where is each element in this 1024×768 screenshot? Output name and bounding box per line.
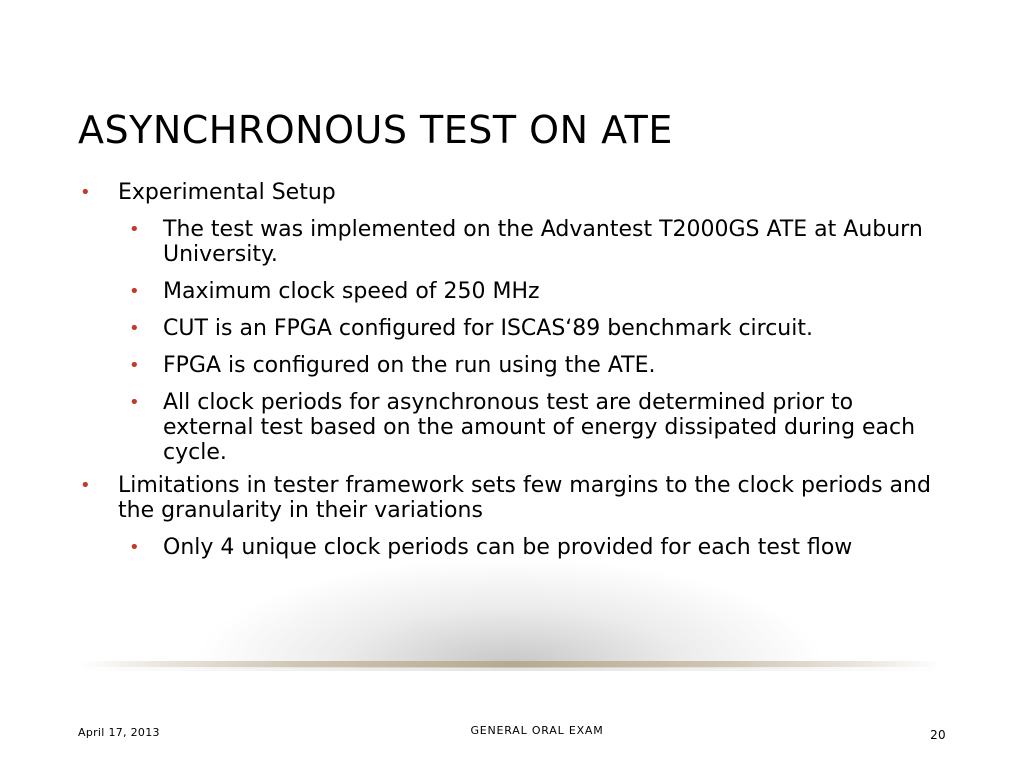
bullet-item-clock-speed — [78, 279, 948, 304]
bullet-text: Maximum clock speed of 250 MHz — [163, 279, 540, 304]
slide-title: ASYNCHRONOUS TEST ON ATE — [78, 108, 673, 152]
bullet-item-cut-fpga — [78, 316, 948, 341]
bullet-dot-icon: • — [129, 318, 140, 339]
bullet-dot-icon: • — [129, 392, 140, 413]
bullet-text: CUT is an FPGA configured for ISCAS‘89 benchmark circuit. — [163, 316, 813, 341]
footer-divider-shadow — [80, 667, 942, 671]
bullet-text: Experimental Setup — [118, 180, 336, 205]
bullet-dot-icon: • — [80, 182, 91, 203]
bullet-text: The test was implemented on the Advantest T2000GS ATE at Auburn University. — [163, 217, 923, 267]
page-number: 20 — [930, 728, 946, 742]
bullet-list — [78, 180, 948, 560]
bullet-text: Limitations in tester framework sets few margins to the clock periods and the granularity in their variations — [118, 473, 931, 523]
bullet-item-unique-clock-periods — [78, 535, 948, 560]
bullet-dot-icon: • — [129, 219, 140, 240]
bullet-item-fpga-configured — [78, 353, 948, 378]
bullet-dot-icon: • — [129, 537, 140, 558]
bullet-dot-icon: • — [129, 281, 140, 302]
footer-date: April 17, 2013 — [78, 726, 160, 739]
slide-content — [78, 180, 948, 560]
bullet-dot-icon: • — [80, 475, 91, 496]
bullet-item-test-implementation — [78, 217, 948, 267]
bullet-text: FPGA is configured on the run using the ATE. — [163, 353, 656, 378]
bullet-item-clock-periods — [78, 390, 948, 465]
bullet-item-experimental-setup — [78, 180, 948, 205]
bullet-item-limitations — [78, 473, 948, 523]
footer-glow — [200, 560, 820, 668]
bullet-text: Only 4 unique clock periods can be provided for each test flow — [163, 535, 853, 560]
bullet-dot-icon: • — [129, 355, 140, 376]
footer-title: GENERAL ORAL EXAM — [470, 724, 604, 737]
bullet-text: All clock periods for asynchronous test are determined prior to external test based on the amount of energy dissipated during each cycle. — [163, 390, 916, 465]
